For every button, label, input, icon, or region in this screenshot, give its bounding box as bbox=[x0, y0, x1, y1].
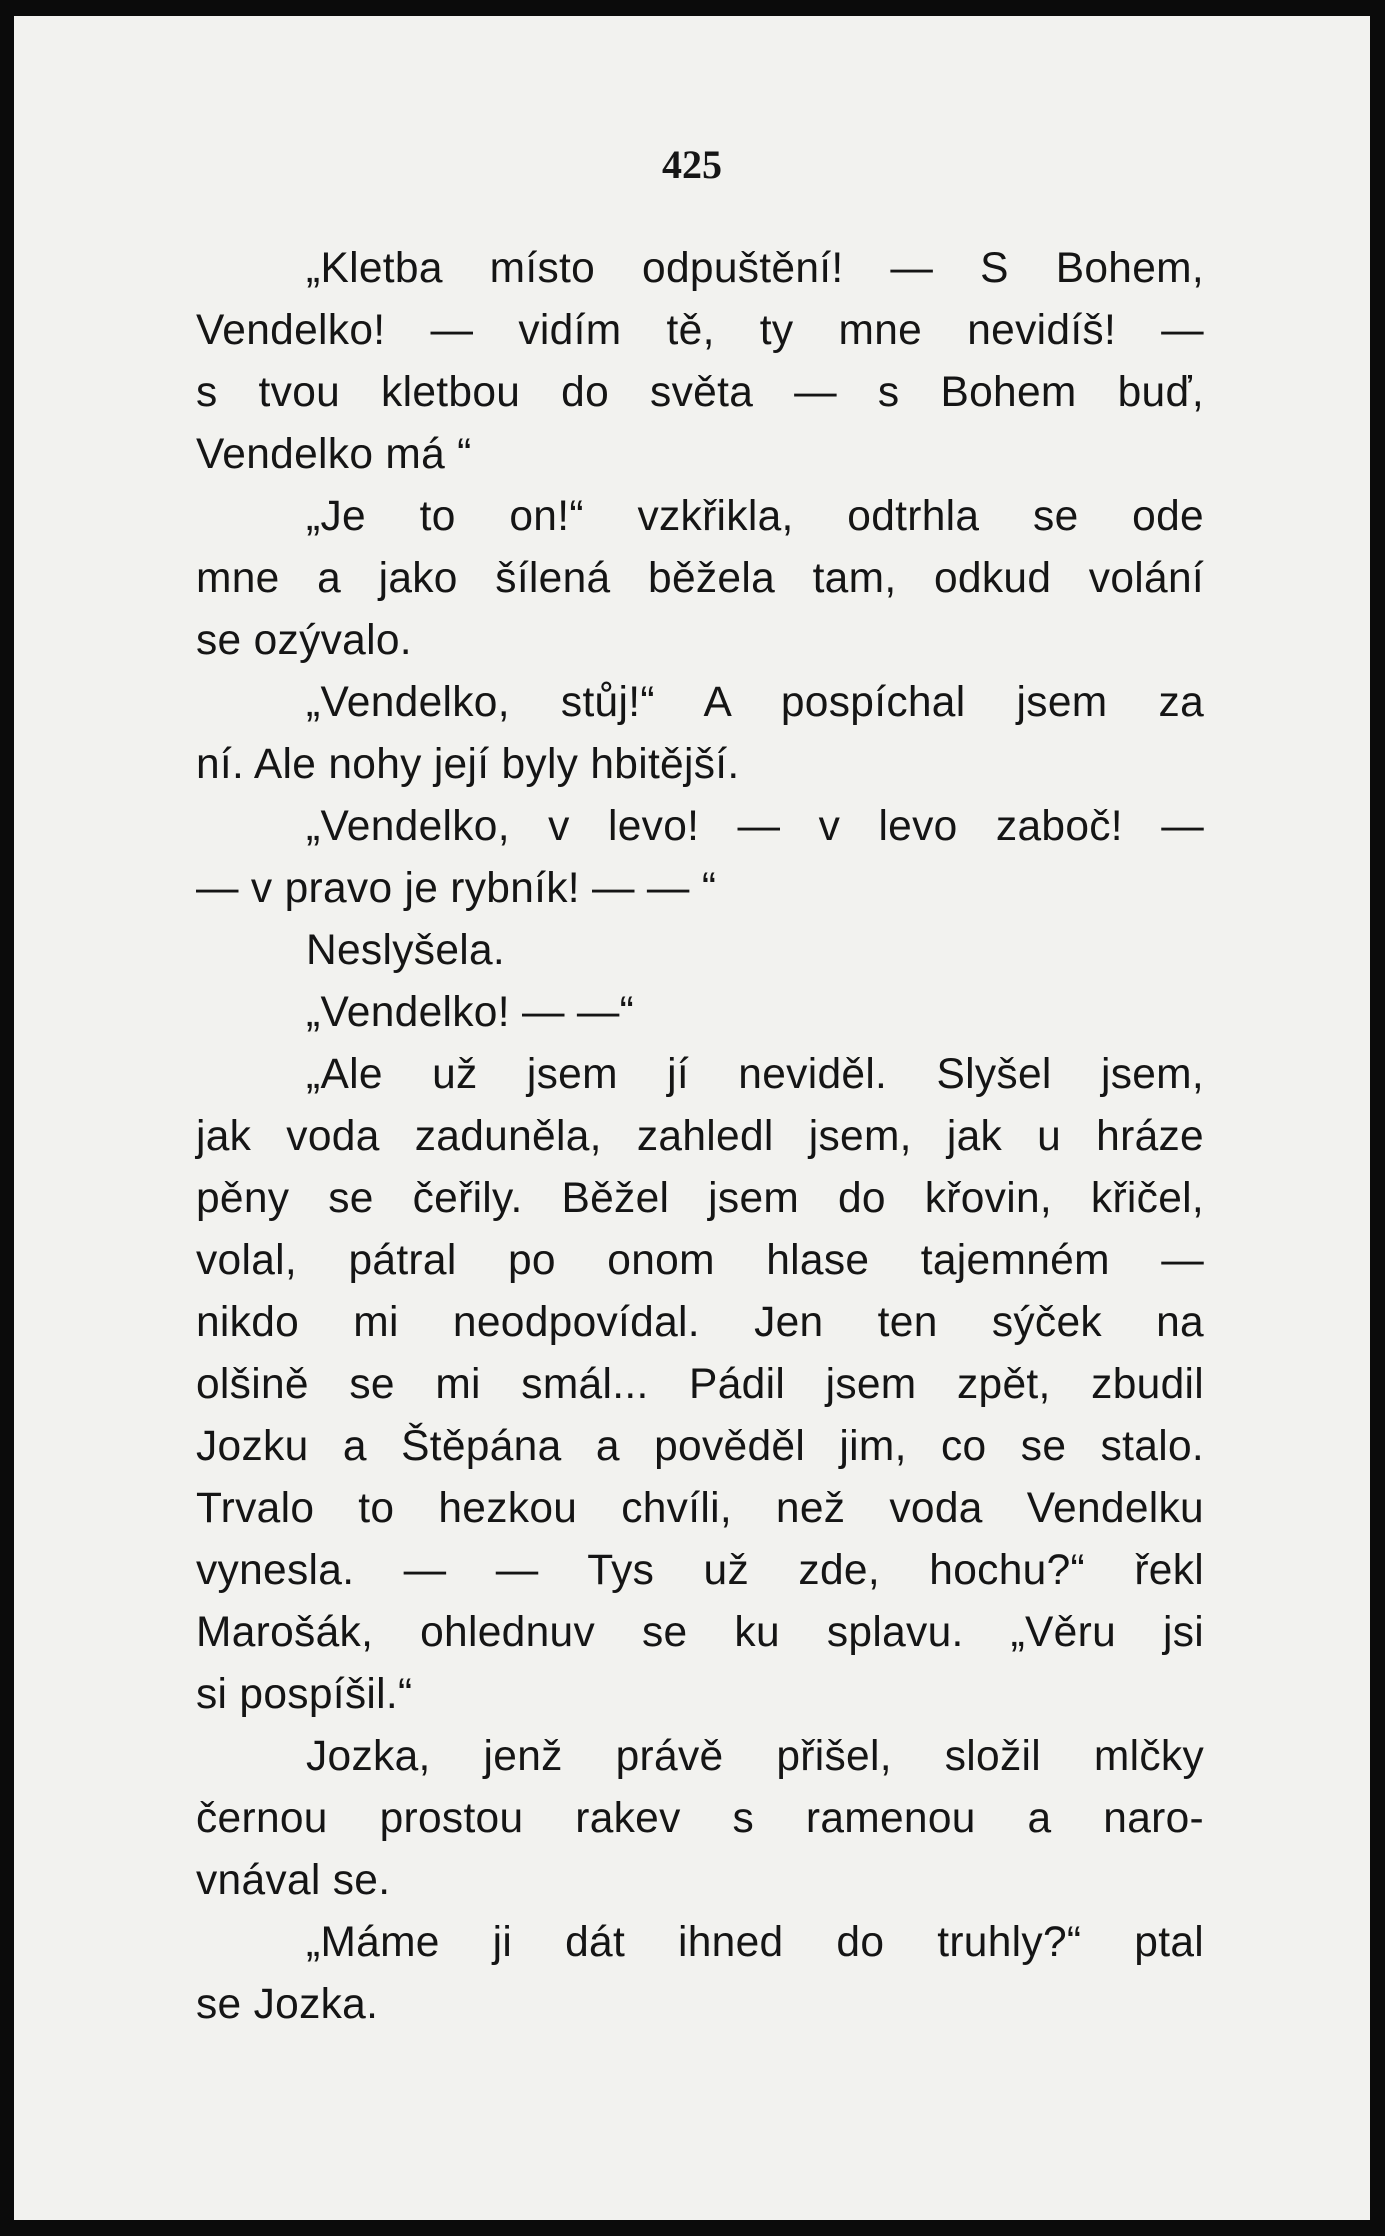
text-line: „Vendelko! — —“ bbox=[306, 989, 635, 1036]
text-line: Jozka, jenž právě přišel, složil mlčky bbox=[306, 1733, 1204, 1780]
text-line: ní. Ale nohy její byly hbitější. bbox=[196, 741, 740, 788]
text-line: Trvalo to hezkou chvíli, než voda Vendelku bbox=[196, 1485, 1204, 1532]
text-line: si pospíšil.“ bbox=[196, 1671, 413, 1718]
book-page bbox=[14, 16, 1370, 2220]
text-line: „Ale už jsem jí neviděl. Slyšel jsem, bbox=[306, 1051, 1204, 1098]
text-line: černou prostou rakev s ramenou a naro- bbox=[196, 1795, 1204, 1842]
text-line: — v pravo je rybník! — — “ bbox=[196, 865, 717, 912]
text-line: Marošák, ohlednuv se ku splavu. „Věru jsi bbox=[196, 1609, 1204, 1656]
text-line: Jozku a Štěpána a pověděl jim, co se stalo. bbox=[196, 1423, 1204, 1470]
text-line: volal, pátral po onom hlase tajemném — bbox=[196, 1237, 1204, 1284]
text-line: se Jozka. bbox=[196, 1981, 379, 2028]
text-line: jak voda zaduněla, zahledl jsem, jak u hráze bbox=[196, 1113, 1204, 1160]
text-line: mne a jako šílená běžela tam, odkud volání bbox=[196, 555, 1204, 602]
text-line: s tvou kletbou do světa — s Bohem buď, bbox=[196, 369, 1204, 416]
text-line: vynesla. — — Tys už zde, hochu?“ řekl bbox=[196, 1547, 1204, 1594]
text-line: Vendelko má “ bbox=[196, 431, 472, 478]
body-text bbox=[196, 238, 1204, 2036]
text-line: „Kletba místo odpuštění! — S Bohem, bbox=[306, 245, 1204, 292]
text-line: nikdo mi neodpovídal. Jen ten sýček na bbox=[196, 1299, 1204, 1346]
text-line: vnával se. bbox=[196, 1857, 391, 1904]
text-line: Neslyšela. bbox=[306, 927, 506, 974]
text-line: olšině se mi smál... Pádil jsem zpět, zbudil bbox=[196, 1361, 1204, 1408]
text-line: pěny se čeřily. Běžel jsem do křovin, křičel, bbox=[196, 1175, 1204, 1222]
text-line: „Je to on!“ vzkřikla, odtrhla se ode bbox=[306, 493, 1204, 540]
text-line: „Vendelko, stůj!“ A pospíchal jsem za bbox=[306, 679, 1204, 726]
text-line: „Máme ji dát ihned do truhly?“ ptal bbox=[306, 1919, 1204, 1966]
text-line: Vendelko! — vidím tě, ty mne nevidíš! — bbox=[196, 307, 1204, 354]
text-line: se ozývalo. bbox=[196, 617, 412, 664]
page-number: 425 bbox=[662, 142, 722, 187]
text-line: „Vendelko, v levo! — v levo zaboč! — bbox=[306, 803, 1204, 850]
